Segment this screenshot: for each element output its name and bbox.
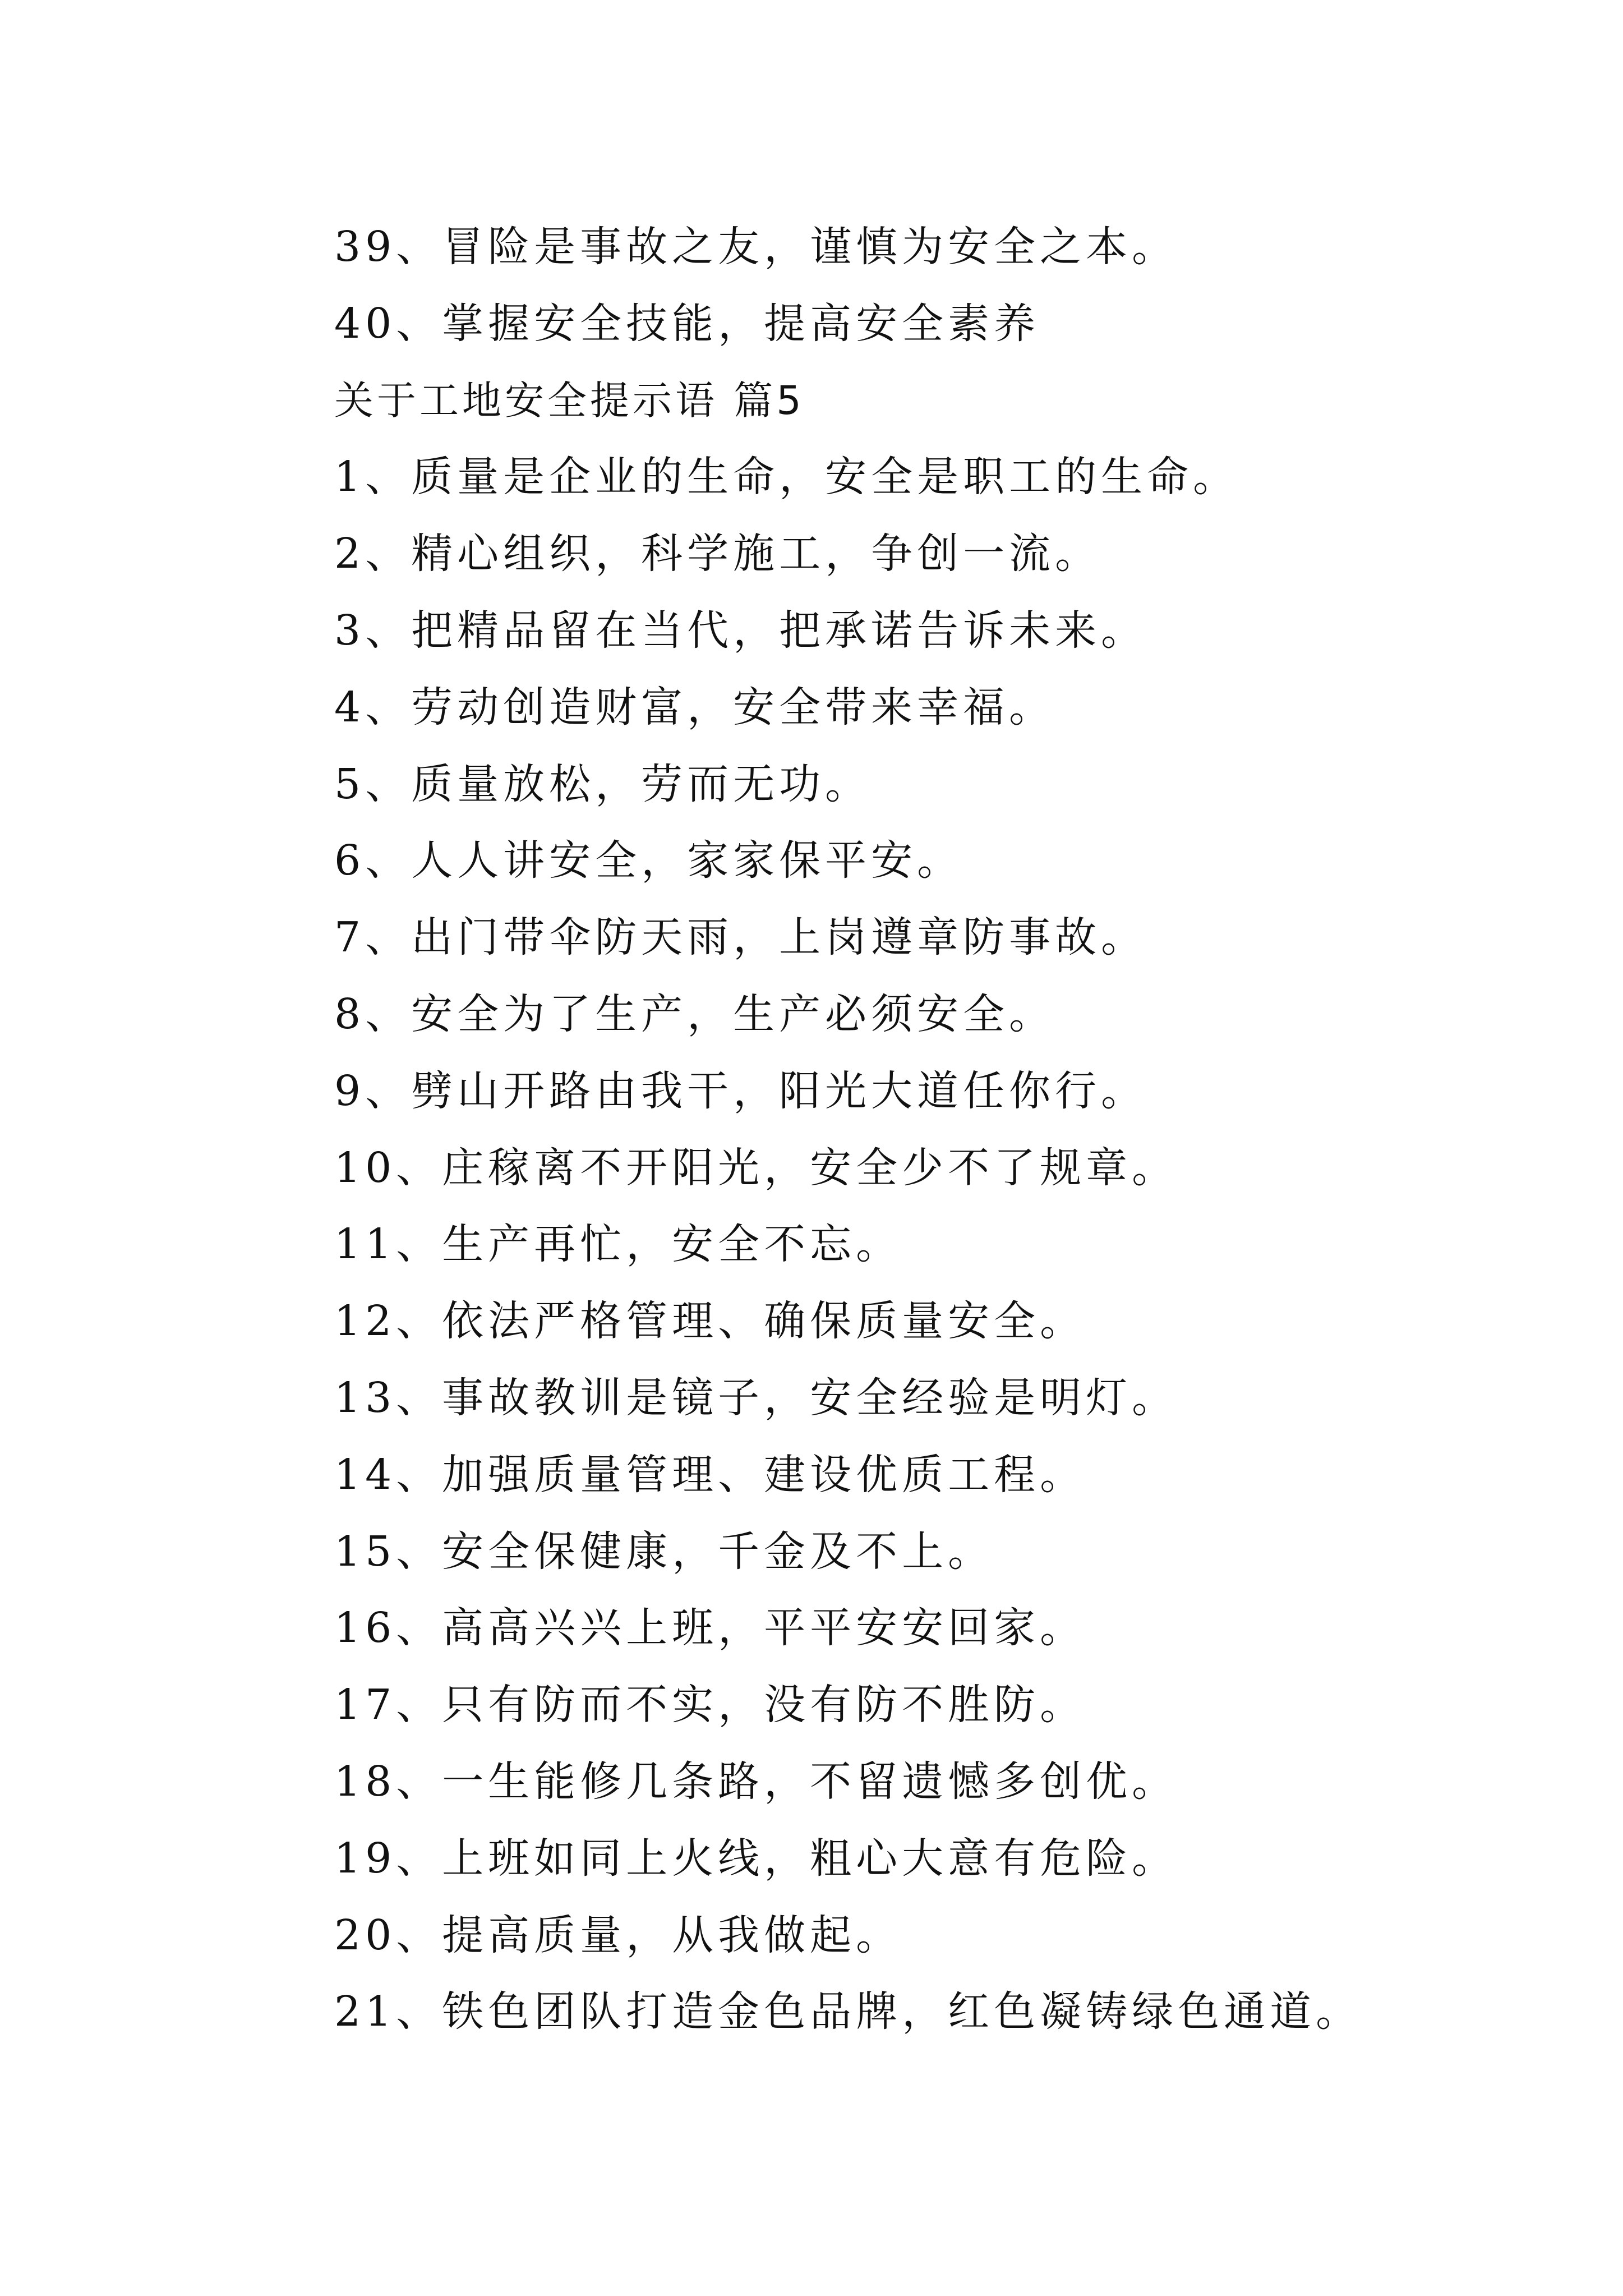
list-item: 21、铁色团队打造金色品牌，红色凝铸绿色通道。	[334, 1987, 1362, 2036]
list-item: 4、劳动创造财富，安全带来幸福。	[334, 683, 1055, 731]
list-item: 13、事故教训是镜子，安全经验是明灯。	[334, 1373, 1178, 1422]
list-item: 16、高高兴兴上班，平平安安回家。	[334, 1604, 1086, 1653]
list-item: 11、生产再忙，安全不忘。	[334, 1220, 902, 1269]
section-heading: 关于工地安全提示语 篇5	[334, 377, 805, 424]
list-item: 9、劈山开路由我干，阳光大道任你行。	[334, 1066, 1147, 1115]
list-item: 18、一生能修几条路，不留遗憾多创优。	[334, 1757, 1178, 1806]
list-item: 15、安全保健康，千金及不上。	[334, 1527, 994, 1576]
list-item: 5、质量放松，劳而无功。	[334, 760, 872, 808]
list-item: 3、把精品留在当代，把承诺告诉未来。	[334, 606, 1147, 655]
list-item: 19、上班如同上火线，粗心大意有危险。	[334, 1834, 1178, 1883]
list-item: 2、精心组织，科学施工，争创一流。	[334, 530, 1101, 578]
list-item: 40、掌握安全技能，提高安全素养	[334, 299, 1040, 348]
list-item: 12、依法严格管理、确保质量安全。	[334, 1297, 1086, 1346]
list-item: 8、安全为了生产，生产必须安全。	[334, 990, 1055, 1038]
list-item: 20、提高质量，从我做起。	[334, 1911, 902, 1959]
list-item: 10、庄稼离不开阳光，安全少不了规章。	[334, 1143, 1178, 1192]
list-item: 6、人人讲安全，家家保平安。	[334, 836, 963, 885]
list-item: 1、质量是企业的生命，安全是职工的生命。	[334, 453, 1239, 501]
list-item: 7、出门带伞防天雨，上岗遵章防事故。	[334, 913, 1147, 962]
list-item: 17、只有防而不实，没有防不胜防。	[334, 1681, 1086, 1729]
list-item: 39、冒险是事故之友，谨慎为安全之本。	[334, 223, 1178, 271]
document-body	[334, 209, 1568, 2050]
list-item: 14、加强质量管理、建设优质工程。	[334, 1450, 1086, 1499]
